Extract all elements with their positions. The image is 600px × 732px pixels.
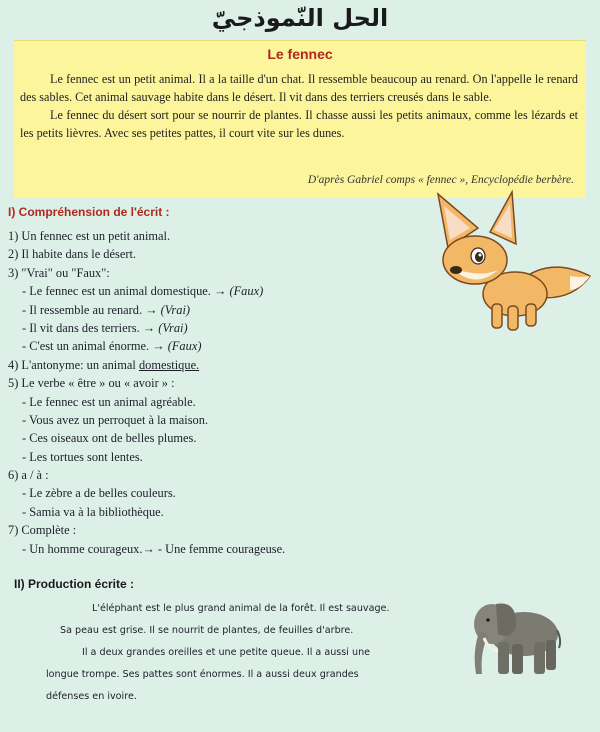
comprehension-answers — [8, 227, 348, 558]
answer-2: 2) Il habite dans le désert. — [8, 247, 136, 262]
story-box — [14, 40, 586, 198]
antonym-word: domestique. — [138, 357, 200, 372]
verb-item: - Ces oiseaux ont de belles plumes. — [22, 431, 197, 446]
page-title: الحل النّموذجيّ — [211, 4, 389, 32]
complete-answer: - Un homme courageux.→ - Une femme courageuse. — [22, 541, 286, 556]
true-false-item: - Le fennec est un animal domestique. → (Faux) — [22, 284, 264, 299]
story-source: D'après Gabriel comps « fennec », Encyclopédie berbère. — [307, 174, 574, 186]
fennec-illustration — [420, 186, 595, 336]
story-title: Le fennec — [267, 46, 333, 62]
question-7-label: 7) Complète : — [8, 523, 77, 538]
true-false-answer: (Faux) — [167, 339, 202, 354]
question-3-label: 3) "Vrai" ou "Faux": — [8, 265, 110, 280]
production-line: défenses en ivoire. — [46, 691, 137, 702]
true-false-answer: (Vrai) — [160, 302, 191, 317]
verb-item: - Vous avez un perroquet à la maison. — [22, 412, 209, 427]
answer-1: 1) Un fennec est un petit animal. — [8, 229, 171, 243]
elephant-illustration — [462, 590, 567, 682]
story-paragraph: Le fennec est un petit animal. Il a la taille d'un chat. Il ressemble beaucoup au renard. On l'appelle le renard des sables. Cet animal sauvage habite dans le désert. Il vit dans des terriers creusés dans le sable. — [20, 72, 578, 104]
true-false-answer: (Vrai) — [158, 320, 188, 335]
production-line: Sa peau est grise. Il se nourrit de plantes, de feuilles d'arbre. — [60, 625, 354, 636]
question-5-label: 5) Le verbe « être » ou « avoir » : — [8, 376, 175, 391]
story-text — [20, 71, 578, 143]
verb-item: - Le fennec est un animal agréable. — [22, 394, 196, 409]
a-or-a-item: - Le zèbre a de belles couleurs. — [22, 486, 176, 501]
production-text — [46, 598, 446, 708]
story-paragraph: Le fennec du désert sort pour se nourrir de plantes. Il chasse aussi les petits animaux, comme les lézards et les petits lièvres. Avec ses petites pattes, il court vite sur les dunes. — [20, 108, 578, 140]
a-or-a-item: - Samia va à la bibliothèque. — [22, 504, 164, 519]
question-6-label: 6) a / à : — [8, 468, 49, 483]
production-line: L'éléphant est le plus grand animal de la forêt. Il est sauvage. — [92, 603, 390, 614]
comprehension-title: I) Compréhension de l'écrit : — [8, 205, 170, 219]
verb-item: - Les tortues sont lentes. — [22, 449, 143, 464]
true-false-item: - Il vit dans des terriers. → (Vrai) — [22, 320, 188, 335]
true-false-answer: (Faux) — [229, 284, 264, 299]
production-line: Il a deux grandes oreilles et une petite queue. Il a aussi une — [82, 647, 371, 658]
answer-4: 4) L'antonyme: un animal domestique. — [8, 357, 200, 372]
true-false-item: - Il ressemble au renard. → (Vrai) — [22, 302, 191, 317]
production-line: longue trompe. Ses pattes sont énormes. Il a aussi deux grandes — [46, 669, 359, 680]
true-false-item: - C'est un animal énorme. → (Faux) — [22, 339, 202, 354]
production-title: II) Production écrite : — [14, 577, 135, 591]
